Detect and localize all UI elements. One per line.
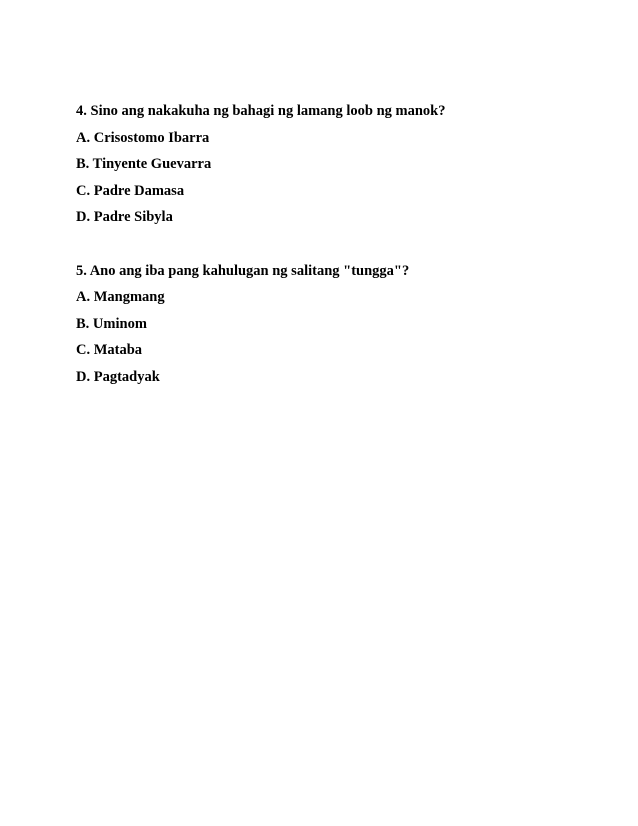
answer-choice-c: C. Padre Damasa — [76, 182, 185, 199]
answer-choice-d: D. Pagtadyak — [76, 368, 160, 385]
answer-choice-b: B. Uminom — [76, 315, 147, 332]
question-block-5 — [76, 258, 596, 391]
question-text: 4. Sino ang nakakuha ng bahagi ng lamang loob ng manok? — [76, 103, 446, 119]
answer-choice-a: A. Crisostomo Ibarra — [76, 129, 210, 146]
answer-choice-d: D. Padre Sibyla — [76, 209, 173, 225]
answer-choice-a: A. Mangmang — [76, 289, 165, 305]
answer-choice-b: B. Tinyente Guevarra — [76, 156, 212, 172]
question-block-4 — [76, 98, 596, 231]
question-text: 5. Ano ang iba pang kahulugan ng salitang "tungga"? — [76, 262, 410, 279]
answer-choice-c: C. Mataba — [76, 342, 143, 358]
quiz-content — [76, 98, 596, 390]
